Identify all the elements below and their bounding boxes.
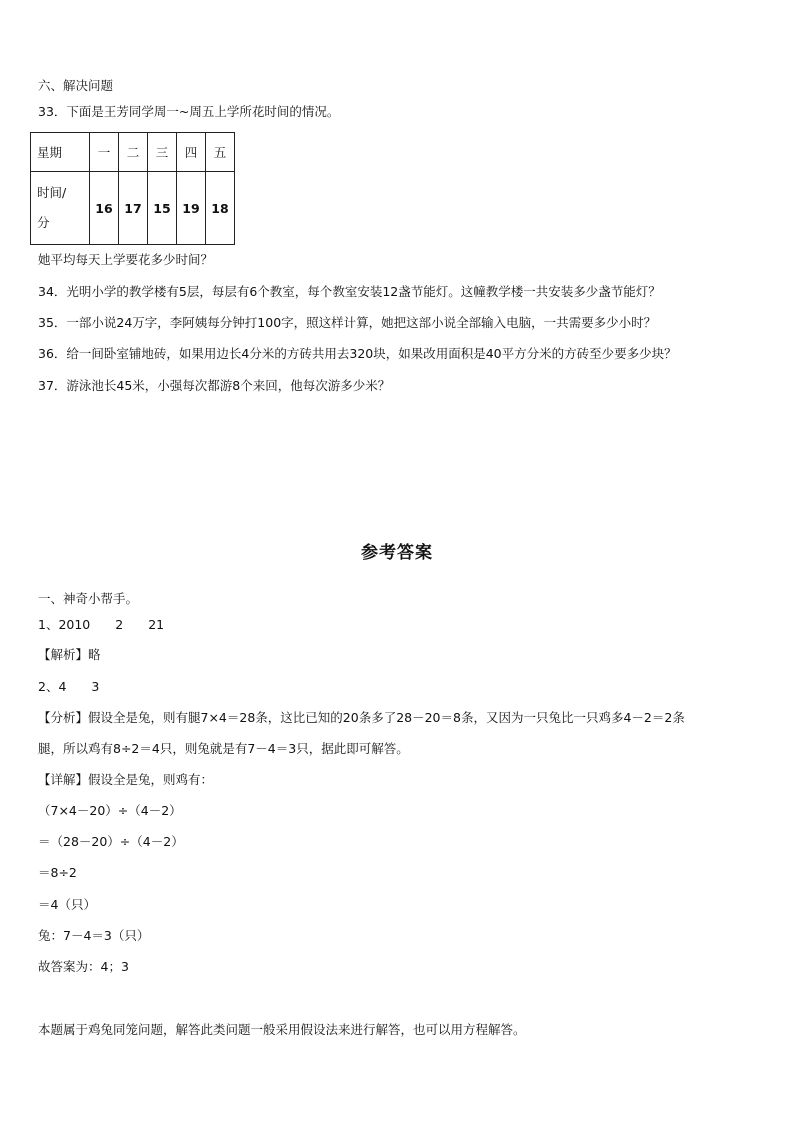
answer-1: 1、2010 2 21 [38, 617, 165, 632]
calc-step-2: ＝（28－20）÷（4－2） [38, 834, 184, 849]
answer-2-detail: 【详解】假设全是兔，则鸡有： [38, 772, 214, 787]
table-row [31, 133, 235, 172]
comment: 本题属于鸡兔同笼问题，解答此类问题一般采用假设法来进行解答，也可以用方程解答。 [38, 1022, 526, 1037]
answer-2-analysis-line2: 腿，所以鸡有8÷2＝4只，则兔就是有7－4＝3只，据此即可解答。 [38, 741, 409, 756]
table-cell-day: 三 [148, 133, 177, 172]
table-header-time [31, 172, 90, 245]
table-cell-day: 五 [206, 133, 235, 172]
table-header-time-line2: 分 [37, 215, 50, 230]
final-answer: 故答案为：4；3 [38, 959, 129, 974]
calc-step-5: 兔：7－4＝3（只） [38, 928, 150, 943]
calc-step-3: ＝8÷2 [38, 865, 77, 880]
table-row [31, 172, 235, 245]
answer-title: 参考答案 [361, 543, 433, 563]
answer-2-analysis-line1: 【分析】假设全是兔，则有腿7×4＝28条，这比已知的20条多了28－20＝8条，又因为一只兔比一只鸡多4－2＝2条 [38, 710, 685, 725]
schedule-table [30, 132, 235, 245]
calc-step-4: ＝4（只） [38, 897, 96, 912]
table-cell-time: 16 [90, 172, 119, 245]
question-36: 36．给一间卧室铺地砖，如果用边长4分米的方砖共用去320块，如果改用面积是40平方分米的方砖至少要多少块？ [38, 346, 677, 361]
question-37: 37．游泳池长45米，小强每次都游8个来回，他每次游多少米？ [38, 378, 391, 393]
table-header-weekday: 星期 [31, 133, 90, 172]
question-33-ask: 她平均每天上学要花多少时间？ [38, 252, 214, 267]
question-33: 33．下面是王芳同学周一~周五上学所花时间的情况。 [38, 104, 340, 119]
question-34: 34．光明小学的教学楼有5层，每层有6个教室，每个教室安装12盏节能灯。这幢教学楼一共安装多少盏节能灯？ [38, 284, 661, 299]
table-cell-time: 18 [206, 172, 235, 245]
answer-section-title: 一、神奇小帮手。 [38, 591, 139, 606]
table-cell-time: 17 [119, 172, 148, 245]
table-cell-day: 四 [177, 133, 206, 172]
table-cell-day: 一 [90, 133, 119, 172]
question-35: 35．一部小说24万字，李阿姨每分钟打100字，照这样计算，她把这部小说全部输入电脑，一共需要多少小时？ [38, 315, 657, 330]
table-cell-day: 二 [119, 133, 148, 172]
answer-2: 2、4 3 [38, 679, 100, 694]
table-cell-time: 19 [177, 172, 206, 245]
section-title: 六、解决问题 [38, 78, 114, 93]
table-cell-time: 15 [148, 172, 177, 245]
table-header-time-line1: 时间/ [37, 185, 67, 200]
answer-1-analysis: 【解析】略 [38, 647, 101, 662]
calc-step-1: （7×4－20）÷（4－2） [38, 803, 182, 818]
